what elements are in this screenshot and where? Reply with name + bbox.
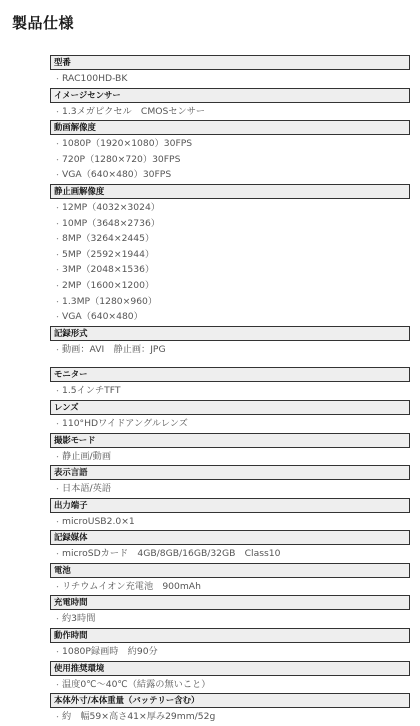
spec-value: ・ microUSB2.0×1	[50, 514, 410, 530]
spec-values	[50, 103, 410, 121]
spec-section	[50, 120, 410, 184]
spec-section	[50, 498, 410, 531]
spec-value: ・ 静止画/動画	[50, 449, 410, 465]
spec-section	[50, 55, 410, 88]
spec-value: ・ 1.5インチTFT	[50, 383, 410, 399]
spec-heading: 動作時間	[50, 628, 410, 643]
spec-value: ・ 110°HDワイドアングルレンズ	[50, 416, 410, 432]
spec-table	[50, 55, 410, 726]
spec-heading: 電池	[50, 563, 410, 578]
spec-heading: 記録媒体	[50, 530, 410, 545]
spec-values	[50, 415, 410, 433]
spec-heading: 動画解像度	[50, 120, 410, 135]
spec-section	[50, 628, 410, 661]
spec-section	[50, 400, 410, 433]
spec-section	[50, 595, 410, 628]
spec-value: ・ 温度0℃〜40℃（結露の無いこと）	[50, 677, 410, 693]
spec-value: ・ 10MP（3648×2736）	[50, 216, 410, 232]
spec-values	[50, 382, 410, 400]
spec-values	[50, 448, 410, 466]
spec-value: ・ 1080P録画時 約90分	[50, 644, 410, 660]
spec-section	[50, 661, 410, 694]
spec-values	[50, 578, 410, 596]
spec-value: ・ リチウムイオン充電池 900mAh	[50, 579, 410, 595]
spec-values	[50, 610, 410, 628]
spec-section	[50, 530, 410, 563]
spec-heading: 出力端子	[50, 498, 410, 513]
spec-heading: レンズ	[50, 400, 410, 415]
spec-heading: 表示言語	[50, 465, 410, 480]
spec-section	[50, 367, 410, 400]
spec-heading: 充電時間	[50, 595, 410, 610]
spec-section	[50, 693, 410, 726]
spec-heading: 記録形式	[50, 326, 410, 341]
page-title: 製品仕様	[12, 14, 75, 32]
spec-heading: 使用推奨環境	[50, 661, 410, 676]
spec-heading: 撮影モード	[50, 433, 410, 448]
spec-section	[50, 184, 410, 326]
spec-value: ・ 720P（1280×720）30FPS	[50, 152, 410, 168]
spec-values	[50, 199, 410, 326]
spec-section	[50, 563, 410, 596]
spec-section	[50, 433, 410, 466]
spec-value: ・ VGA（640×480）30FPS	[50, 167, 410, 183]
spec-value: ・ 12MP（4032×3024）	[50, 200, 410, 216]
spec-section	[50, 88, 410, 121]
spec-value: ・ 1.3MP（1280×960）	[50, 294, 410, 310]
spec-value: ・ 1.3メガピクセル CMOSセンサー	[50, 104, 410, 120]
spec-heading: 本体外寸/本体重量（バッテリー含む）	[50, 693, 410, 708]
spec-value: ・ VGA（640×480）	[50, 309, 410, 325]
spec-values	[50, 513, 410, 531]
spec-heading: モニター	[50, 367, 410, 382]
spec-value: ・ 2MP（1600×1200）	[50, 278, 410, 294]
spec-heading: イメージセンサー	[50, 88, 410, 103]
spec-value: ・ 1080P（1920×1080）30FPS	[50, 136, 410, 152]
spec-values	[50, 341, 410, 359]
spec-value: ・ 8MP（3264×2445）	[50, 231, 410, 247]
spec-value: ・ 日本語/英語	[50, 481, 410, 497]
spec-values	[50, 643, 410, 661]
spec-values	[50, 480, 410, 498]
spec-heading: 型番	[50, 55, 410, 70]
spec-value: ・ 約3時間	[50, 611, 410, 627]
spec-values	[50, 676, 410, 694]
spec-values	[50, 545, 410, 563]
spec-values	[50, 70, 410, 88]
spec-value: ・ 動画：AVI 静止画：JPG	[50, 342, 410, 358]
spec-value: ・ microSDカード 4GB/8GB/16GB/32GB Class10	[50, 546, 410, 562]
spec-value: ・ 5MP（2592×1944）	[50, 247, 410, 263]
spec-value: ・ RAC100HD-BK	[50, 71, 410, 87]
spec-values	[50, 708, 410, 726]
spec-value: ・ 3MP（2048×1536）	[50, 262, 410, 278]
spec-heading: 静止画解像度	[50, 184, 410, 199]
spec-value: ・ 約 幅59×高さ41×厚み29mm/52g	[50, 709, 410, 725]
spec-section	[50, 465, 410, 498]
spec-values	[50, 135, 410, 184]
spec-section	[50, 326, 410, 359]
